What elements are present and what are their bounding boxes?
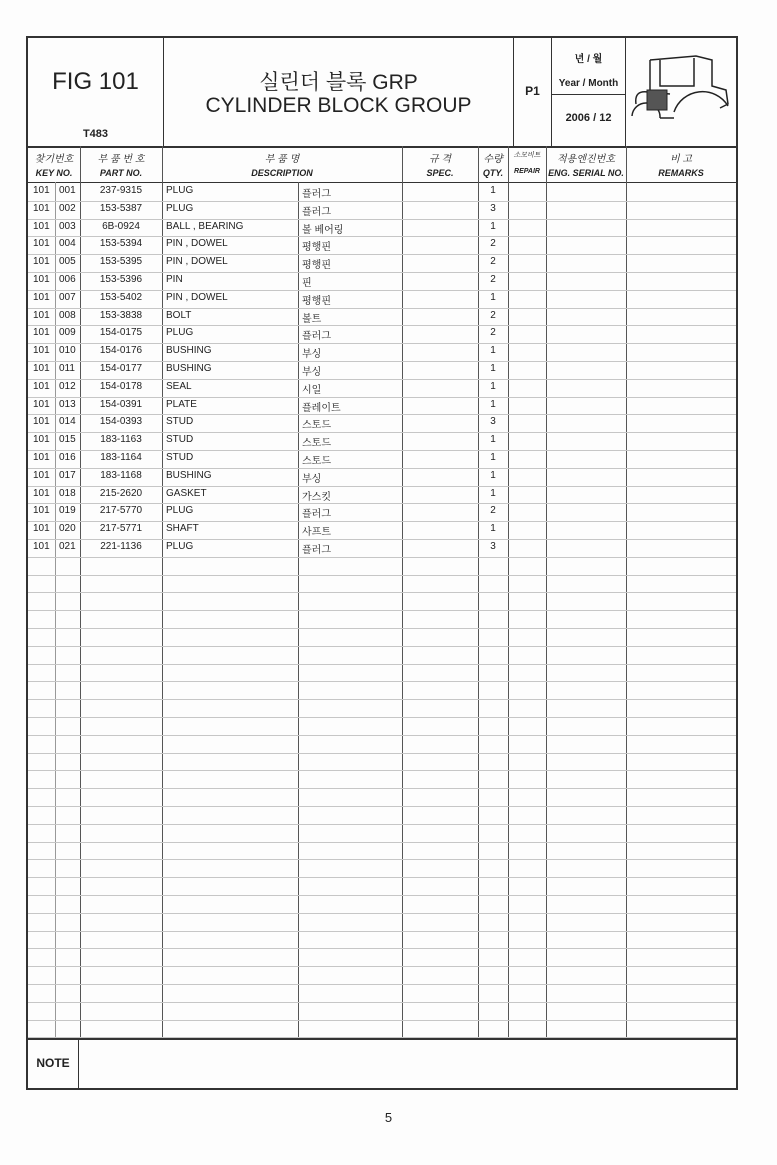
row-description-en: GASKET <box>166 487 207 499</box>
year-month-label-kr: 년 / 월 <box>574 54 603 65</box>
table-row <box>28 379 736 398</box>
row-description-en: PLUG <box>166 541 194 552</box>
table-row <box>28 1002 736 1021</box>
table-row <box>28 788 736 807</box>
row-part-no: 153-5395 <box>99 256 143 268</box>
table-row <box>28 308 736 327</box>
sheet-page: P1 <box>525 84 540 98</box>
row-key-no: 012 <box>59 380 76 392</box>
row-description-kr: 플러그 <box>302 545 331 556</box>
row-description-en: PLUG <box>166 185 194 196</box>
row-description-kr: 시일 <box>302 384 322 396</box>
table-row <box>28 432 736 451</box>
row-part-no: 183-1164 <box>100 452 142 463</box>
row-fig-no: 101 <box>33 345 50 357</box>
table-row <box>28 325 736 344</box>
table-row <box>28 842 736 861</box>
table-row <box>28 664 736 683</box>
row-qty: 3 <box>490 202 496 214</box>
row-key-no: 008 <box>59 309 76 321</box>
row-qty: 1 <box>490 380 496 392</box>
table-row <box>28 610 736 629</box>
table-row <box>28 290 736 309</box>
table-row <box>28 984 736 1003</box>
row-part-no: 154-0391 <box>99 398 143 410</box>
row-qty: 2 <box>490 238 496 250</box>
row-key-no: 009 <box>59 327 76 339</box>
row-description-en: PLATE <box>166 398 197 410</box>
table-row <box>28 254 736 273</box>
row-key-no: 013 <box>59 398 76 410</box>
row-key-no: 005 <box>59 256 76 268</box>
row-qty: 1 <box>490 345 496 357</box>
figure-box <box>28 38 164 146</box>
row-description-kr: 핀 <box>302 278 312 289</box>
row-fig-no: 101 <box>33 274 50 285</box>
row-part-no: 153-5394 <box>99 238 143 250</box>
row-description-en: BOLT <box>166 309 192 321</box>
page-box <box>514 38 552 146</box>
table-row <box>28 948 736 967</box>
row-description-kr: 플레이트 <box>302 402 341 414</box>
table-row <box>28 628 736 647</box>
row-qty: 1 <box>490 363 496 374</box>
row-key-no: 021 <box>59 541 76 552</box>
row-fig-no: 101 <box>33 434 50 446</box>
row-key-no: 016 <box>59 452 76 463</box>
row-qty: 2 <box>490 274 496 285</box>
table-row <box>28 361 736 380</box>
row-key-no: 019 <box>59 505 76 517</box>
table-row <box>28 414 736 433</box>
table-row <box>28 699 736 718</box>
row-part-no: 215-2620 <box>99 487 143 499</box>
row-description-kr: 부싱 <box>302 367 322 378</box>
row-description-kr: 스토드 <box>302 438 331 450</box>
table-row <box>28 219 736 238</box>
row-part-no: 217-5770 <box>99 505 143 517</box>
row-fig-no: 101 <box>33 309 50 321</box>
col-qty: 수량 QTY. <box>482 154 504 178</box>
row-fig-no: 101 <box>33 487 50 499</box>
row-key-no: 011 <box>59 363 75 374</box>
row-qty: 2 <box>490 309 496 321</box>
row-part-no: 153-3838 <box>99 309 143 321</box>
row-key-no: 017 <box>59 469 76 481</box>
row-part-no: 154-0177 <box>99 363 143 374</box>
row-description-en: PIN <box>166 274 183 285</box>
row-description-en: STUD <box>166 434 194 446</box>
title-english: CYLINDER BLOCK GROUP <box>205 94 472 117</box>
row-qty: 2 <box>490 327 496 339</box>
row-qty: 1 <box>490 469 496 481</box>
col-remarks: 비 고 REMARKS <box>658 154 704 178</box>
row-key-no: 003 <box>59 220 76 232</box>
row-description-en: BUSHING <box>166 469 212 481</box>
year-month-label-en: Year / Month <box>558 78 619 89</box>
row-fig-no: 101 <box>33 380 50 392</box>
table-row <box>28 183 736 202</box>
table-row <box>28 468 736 487</box>
row-fig-no: 101 <box>33 363 50 374</box>
row-description-en: PIN , DOWEL <box>166 256 228 268</box>
row-key-no: 014 <box>59 416 76 428</box>
row-key-no: 015 <box>59 434 76 446</box>
row-description-kr: 가스킷 <box>302 491 331 503</box>
row-description-en: PLUG <box>166 202 194 214</box>
row-part-no: 154-0178 <box>99 380 143 392</box>
row-part-no: 217-5771 <box>99 523 143 535</box>
table-row <box>28 575 736 594</box>
row-qty: 1 <box>490 434 496 446</box>
row-description-kr: 플러그 <box>302 509 331 521</box>
row-description-kr: 부싱 <box>302 473 322 485</box>
row-fig-no: 101 <box>33 291 50 303</box>
issue-date: 2006 / 12 <box>565 112 612 124</box>
row-qty: 2 <box>490 256 496 268</box>
row-description-kr: 볼 베어링 <box>302 224 344 236</box>
row-description-kr: 스토드 <box>302 456 331 467</box>
model-code: T483 <box>82 128 109 140</box>
table-row <box>28 397 736 416</box>
tractor-illustration-box <box>626 38 736 146</box>
table-row <box>28 877 736 896</box>
row-description-en: BALL , BEARING <box>166 220 244 232</box>
row-description-en: BUSHING <box>166 363 212 374</box>
table-row <box>28 646 736 665</box>
note-label: NOTE <box>36 1056 70 1070</box>
col-eng-serial: 적용엔진번호 ENG. SERIAL NO. <box>548 154 624 178</box>
row-fig-no: 101 <box>33 398 50 410</box>
col-spec: 규 격 SPEC. <box>426 154 454 178</box>
row-fig-no: 101 <box>33 185 50 196</box>
row-description-kr: 스토드 <box>302 420 331 432</box>
row-qty: 2 <box>490 505 496 517</box>
row-description-en: BUSHING <box>166 345 212 357</box>
row-fig-no: 101 <box>33 416 50 428</box>
row-part-no: 153-5402 <box>99 291 143 303</box>
table-row <box>28 859 736 878</box>
table-row <box>28 895 736 914</box>
table-row <box>28 735 736 754</box>
row-description-kr: 부싱 <box>302 349 322 361</box>
page-number: 5 <box>384 1110 393 1125</box>
title-korean: 실린더 블록 GRP <box>259 71 418 94</box>
table-row <box>28 931 736 950</box>
table-row <box>28 236 736 255</box>
row-description-kr: 플러그 <box>302 189 331 200</box>
row-description-kr: 플러그 <box>302 206 331 218</box>
row-part-no: 154-0393 <box>99 416 143 428</box>
row-part-no: 154-0176 <box>99 345 143 357</box>
row-fig-no: 101 <box>33 256 50 268</box>
row-key-no: 002 <box>59 202 76 214</box>
parts-sheet <box>26 36 738 1090</box>
col-description: 부 품 명 DESCRIPTION <box>251 154 313 178</box>
table-row <box>28 753 736 772</box>
table-row <box>28 717 736 736</box>
table-row <box>28 824 736 843</box>
row-qty: 1 <box>490 398 496 410</box>
row-fig-no: 101 <box>33 202 50 214</box>
row-description-kr: 플러그 <box>302 331 331 343</box>
row-description-kr: 볼트 <box>302 313 322 325</box>
row-description-en: PLUG <box>166 505 194 517</box>
row-part-no: 153-5387 <box>99 202 143 214</box>
row-qty: 1 <box>490 487 496 499</box>
row-fig-no: 101 <box>33 505 50 517</box>
row-description-kr: 평행핀 <box>302 260 331 272</box>
row-key-no: 020 <box>59 523 76 535</box>
row-fig-no: 101 <box>33 452 50 463</box>
row-fig-no: 101 <box>33 327 50 339</box>
row-description-en: PIN , DOWEL <box>166 291 228 303</box>
row-description-en: PIN , DOWEL <box>166 238 228 250</box>
row-fig-no: 101 <box>33 238 50 250</box>
col-repair: 소모비트 REPAIR <box>513 152 541 175</box>
row-fig-no: 101 <box>33 541 50 552</box>
row-part-no: 221-1136 <box>100 541 142 552</box>
figure-number: FIG 101 <box>52 68 139 95</box>
row-key-no: 004 <box>59 238 76 250</box>
table-row <box>28 272 736 291</box>
table-row <box>28 343 736 362</box>
col-part-no: 부 품 번 호 PART NO. <box>97 154 145 178</box>
row-part-no: 237-9315 <box>99 185 143 196</box>
row-qty: 1 <box>490 185 496 196</box>
table-row <box>28 201 736 220</box>
row-qty: 1 <box>490 220 496 232</box>
row-fig-no: 101 <box>33 523 50 535</box>
table-row <box>28 521 736 540</box>
table-row <box>28 966 736 985</box>
table-row <box>28 503 736 522</box>
table-row <box>28 450 736 469</box>
table-row <box>28 913 736 932</box>
row-key-no: 018 <box>59 487 76 499</box>
col-key-no: 찾기번호 KEY NO. <box>34 154 74 178</box>
note-section <box>28 1038 736 1090</box>
title-box <box>164 38 514 146</box>
row-description-kr: 평행핀 <box>302 295 331 307</box>
row-description-en: PLUG <box>166 327 194 339</box>
table-row <box>28 486 736 505</box>
tractor-icon <box>630 46 732 138</box>
column-header <box>28 146 736 183</box>
row-description-en: STUD <box>166 452 194 463</box>
row-description-en: STUD <box>166 416 194 428</box>
row-description-en: SEAL <box>166 380 192 392</box>
row-part-no: 183-1168 <box>100 469 142 481</box>
row-part-no: 153-5396 <box>99 274 143 285</box>
row-part-no: 183-1163 <box>100 434 142 446</box>
row-description-kr: 평행핀 <box>302 242 331 254</box>
table-row <box>28 806 736 825</box>
row-key-no: 010 <box>59 345 76 357</box>
row-qty: 1 <box>490 523 496 535</box>
table-row <box>28 770 736 789</box>
table-row <box>28 557 736 576</box>
row-fig-no: 101 <box>33 469 50 481</box>
row-qty: 3 <box>490 541 496 552</box>
table-row <box>28 1020 736 1039</box>
row-description-kr: 사프트 <box>302 527 331 539</box>
row-fig-no: 101 <box>33 220 50 232</box>
row-key-no: 007 <box>59 291 76 303</box>
date-box <box>552 38 626 146</box>
row-description-en: SHAFT <box>166 523 199 535</box>
row-key-no: 001 <box>59 185 76 196</box>
table-row <box>28 539 736 558</box>
row-part-no: 6B-0924 <box>102 220 140 232</box>
row-qty: 1 <box>490 452 496 463</box>
row-qty: 1 <box>490 291 496 303</box>
row-part-no: 154-0175 <box>99 327 143 339</box>
table-row <box>28 681 736 700</box>
sheet-header <box>28 38 736 148</box>
table-row <box>28 592 736 611</box>
row-key-no: 006 <box>59 274 76 285</box>
row-qty: 3 <box>490 416 496 428</box>
